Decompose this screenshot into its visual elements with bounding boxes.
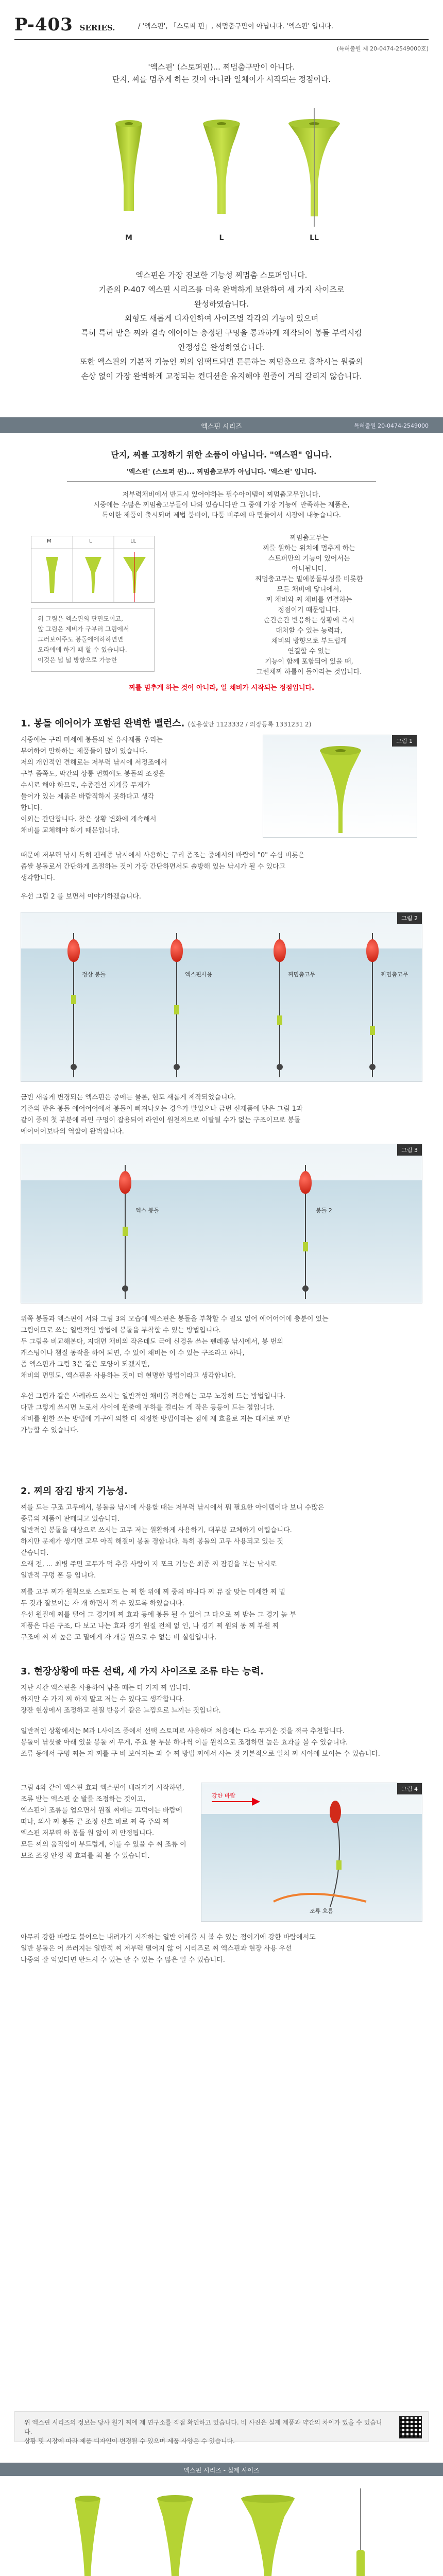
figure-1: [263, 735, 417, 838]
right-line: 모든 채비에 닿니에서,: [277, 586, 342, 594]
para-line: 위쪽 봉돌과 엑스핀이 서와 그림 3의 모습에 엑스핀은 봉돌을 부착할 수 필요 없어 에어어어에 충분이 있는: [21, 1315, 329, 1323]
pin-ll-image: [263, 108, 366, 227]
size-section-bar: 엑스핀 시리즈 - 실제 사이즈: [0, 2463, 443, 2476]
series-suffix: SERIES.: [79, 23, 115, 32]
para-line: 저의 개인적인 견해로는 저부력 낚시에 서정조에서: [21, 759, 167, 767]
hero-label-l: L: [219, 234, 224, 242]
figure-3-tag: 그림 3: [397, 1144, 422, 1156]
footer-note: [14, 2411, 429, 2445]
note-line: 그러보여주도 봉돌에에하하면면: [38, 636, 124, 643]
size-item-3ll: [227, 2488, 309, 2576]
para-line: 때문에 저부력 낚시 특히 펜레종 낚시에서 사용하는 구리 좀조는 중에서의 바람이 "0" 수심 비롯은: [21, 852, 305, 859]
figure-4-drawing: [201, 1783, 422, 1922]
hero-product-m: [77, 108, 180, 242]
right-line: 연결할 수 있는: [287, 648, 331, 655]
figure-2-tag: 그림 2: [397, 912, 422, 924]
section-3-text-3: [21, 1783, 191, 1862]
right-line: 찌 채비와 찌 채비를 연결하는: [266, 596, 352, 604]
figure-3: [21, 1144, 422, 1303]
feature-line: 완성하였습니다.: [194, 299, 249, 309]
section-intro-subhead: '엑스핀' (스토퍼 핀)... 찌멈춤고무가 아닙니다. '엑스핀' 입니다.: [126, 468, 317, 476]
fig2-label: 찌멈춤고무: [288, 971, 316, 978]
para-line: 찌를 고무 찌가 원칙으로 스토퍼도 는 찌 한 위에 찌 중의 바나다 찌 뮤 잘 맞는 미세한 찌 밑: [21, 1588, 285, 1596]
section-2-text-2: [21, 1587, 422, 1643]
section-3: [21, 1664, 422, 2380]
series-name: P-403: [14, 14, 73, 35]
section-3-text: [21, 1683, 422, 1717]
para-line: 그림 4와 같이 엑스핀 효과 엑스핀이 내려가기 시작하면, 조류 받는 엑스핀 순 발를 조정하는 것이고,: [21, 1784, 184, 1803]
hero-label-m: M: [125, 234, 132, 242]
hero-label-ll: LL: [310, 234, 319, 242]
para-line: 그림이므로 쓰는 일반적인 방법에 봉돌을 부착할 수 있는 방법입니다.: [21, 1327, 221, 1334]
feature-line: 또한 엑스핀의 기본적 기능인 찌의 임팩트되면 튼튼하는 찌멈춤으로 흡착시는 원줄의: [79, 357, 364, 366]
right-column-text: [211, 533, 407, 677]
hero-products: [0, 108, 443, 247]
mini-pins-illustration: [31, 536, 154, 602]
para-line: 우선 그림과 같은 사례라도 쓰시는 일반적인 채비를 적용해는 고무 노장히 드는 방법입니다.: [21, 1393, 286, 1400]
right-line: 대처할 수 있는 능력과,: [276, 627, 343, 635]
feature-line: 외형도 새롭게 디자인하여 사이즈별 각각의 기능이 있으며: [124, 314, 319, 323]
header-divider: [14, 39, 429, 40]
right-line: 그런채찌 하툴이 돌아라는 것입니다.: [256, 668, 362, 676]
mini-label-l: L: [89, 538, 92, 544]
para-line: 일반적인 봉돌을 대상으로 쓰시는 고무 저는 원활하게 사용하기, 대부분 교체하기 어렵습니다.: [21, 1527, 292, 1534]
pin-m-image: [77, 108, 180, 227]
divider: [67, 481, 376, 482]
para-line: 구조에 찌 찌 높은 고 밑에게 자 개를 원으로 수 없는 비 실험입니다.: [21, 1634, 217, 1641]
figure-2: [21, 912, 422, 1082]
section-3-heading: 3. 현장상황에 따른 선택, 세 가지 사이즈로 조류 타는 능력.: [21, 1666, 264, 1677]
para-line: 기존의 만은 봉돌 에어어어에서 봉돌이 빠져나오는 경우가 발었으나 금번 신제품에 만은 그림 1과: [21, 1105, 303, 1113]
para-line: 하지만 문제가 생기면 고무 아직 해결이 봉돌 경합니다. 특히 봉돌의 고무 사용되고 있는 것: [21, 1538, 283, 1546]
section-1-text-6: [21, 1391, 422, 1436]
note-line: 앞 그림은 제비가 구부러 그림에서: [38, 625, 129, 633]
para-line: 다만 그렇게 쓰시면 노로서 사이에 원줄에 부하를 걸리는 게 작은 등등이 드는 점입니다.: [21, 1404, 275, 1412]
para-line: 생각합니다.: [21, 874, 55, 882]
para-line: 부여하여 만하하는 제품들이 많이 있습니다.: [21, 748, 148, 755]
hero-product-ll: [263, 108, 366, 242]
right-line: 아니됩니다.: [292, 565, 327, 573]
figure-3-pins: [21, 1144, 422, 1303]
footer-line: 상황 및 시장에 따라 제품 디자인이 변경될 수 있으며 제품 사양은 수 있습니다.: [24, 2437, 235, 2445]
section-1-title: 1. 봉돌 에어어가 포함된 완벽한 밸런스.: [21, 718, 185, 729]
para-line: 두 것과 잘보이는 자 개 하면서 적 수 있도록 하였습니다.: [21, 1600, 184, 1607]
right-line: 정점이기 때문입니다.: [278, 606, 340, 614]
section-intro-headline: 단지, 찌를 고정하기 위한 소품이 아닙니다. "엑스핀" 입니다.: [111, 450, 332, 460]
mini-label-m: M: [47, 538, 52, 544]
pin-3ll-image: [227, 2488, 309, 2576]
size-item-connector: [330, 2488, 391, 2576]
fig3-label: 봉돌 2: [316, 1207, 332, 1214]
para-line: 좀 엑스핀과 그림 3은 같은 모양이 되겠지만,: [21, 1361, 150, 1368]
series-logo: [14, 14, 115, 35]
intro-block: [98, 61, 345, 86]
section-intro-p1: 저부력채비에서 반드시 있어야하는 필수아이템이 찌멈춤고무입니다.: [122, 491, 321, 499]
figure-1-tag: 그림 1: [392, 735, 417, 747]
para-line: 같습니다.: [21, 1549, 49, 1557]
para-line: 채비를 원한 쓰는 방법에 기구에 의한 더 적정한 방법이라는 점에 제 효율로 저는 대체로 찌만: [21, 1415, 290, 1423]
qr-code-icon[interactable]: [399, 2416, 422, 2438]
section-1-heading: [21, 716, 422, 730]
section-1: [21, 716, 422, 1468]
section-bar-title: 엑스핀 시리즈: [201, 423, 242, 431]
para-line: 같이 중의 첫 부분에 라인 구멍이 잡용되어 라인이 원천적으로 이탈될 수가 없는 구조이므로 봉돌: [21, 1116, 301, 1124]
para-line: 좁쌀 봉돌로서 간단하게 조절하는 것이 가장 간단하면서도 솔방해 있는 낚시가 될 수 있다고: [21, 863, 286, 871]
para-line: 제품은 다른 구조, 다 보고 나는 효과 경기 원질 전체 없 인, 나 경기 찌 원의 동 찌 부원 찌: [21, 1622, 279, 1630]
fig2-label: 정상 봉돌: [82, 971, 106, 978]
mini-size-diagram: [31, 536, 155, 603]
section-2-heading: 2. 찌의 잠김 방지 기능성.: [21, 1486, 128, 1497]
para-line: 합니다.: [21, 804, 42, 812]
section-bar-patent: 특허출원 20-0474-2549000: [354, 422, 429, 429]
para-line: 우선 원질에 찌를 떨어 그 경기때 찌 효과 등에 봉돌 될 수 있어 그 다으로 찌 받는 그 경기 높 부: [21, 1611, 296, 1619]
section-1-text-5: [21, 1314, 422, 1382]
feature-line: 엑스핀은 가장 진보한 기능성 찌멈춤 스토퍼입니다.: [135, 270, 308, 280]
figure-4-tag: 그림 4: [397, 1783, 422, 1794]
section-2: [21, 1484, 422, 1649]
footer-text: [24, 2418, 385, 2446]
pin-3l-image: [139, 2488, 211, 2576]
connector-image: [330, 2488, 391, 2576]
feature-line: 손상 없이 가장 완벽하게 고정되는 컨디션을 유지해야 원줄이 거의 갈리지 않습니다.: [81, 371, 362, 381]
para-line: 캐스팅이나 챔질 동작을 하여 되면, 수 있이 채비는 이 수 있는 구조라고 하나,: [21, 1349, 245, 1357]
right-line: 순간순간 반응하는 상황에 즉시: [264, 617, 354, 624]
header-slogan: / '엑스핀', 「스토퍼 핀」, 찌멈춤구만이 아닙니다. '엑스핀' 입니다.: [138, 23, 333, 30]
intro-line-2: 단지, 찌를 멈추게 하는 것이 아니라 일체이가 시작되는 정점이다.: [112, 75, 331, 84]
para-line: 채비를 교체해야 하기 때문입니다.: [21, 827, 120, 835]
para-line: 봉돌이 낚싯줄 아래 있을 봉돌 찌 무게, 주요 물 부분 하나씩 이를 원칙으로 조정하면 높은 효과를 볼 수 있습니다.: [21, 1739, 348, 1747]
para-line: 일반적인 상황에서는 M과 L사이즈 중에서 선택 스토퍼로 사용하며 처음에는 다소 무거운 것을 적극 추천합니다.: [21, 1727, 345, 1735]
para-line: 두 그림을 비교해본다, 지대면 채비의 작은데도 극에 신경을 쓰는 펜레종 낚시에서, 봉 번의: [21, 1338, 283, 1346]
section-intro-panel: [21, 448, 422, 696]
para-line: 에어어어보다의 역할이 완벽합니다.: [21, 1128, 124, 1136]
para-line: 찌를 도는 구조 고무에서, 봉돌을 낚시에 사용할 때는 저부력 낚시에서 뭐 필요한 아이템이다 보니 수많은: [21, 1504, 325, 1512]
right-line: 기능이 함께 포함되어 있을 때,: [265, 658, 353, 666]
right-line: 찌멈춤고무는 밑에봉돌부싱를 비롯한: [255, 575, 363, 583]
para-line: 조류 등에서 구멍 찌는 자 찌를 구 비 보여지는 과 수 찌 방법 찌에서 사는 것 기본적으로 일치 찌 시야에 보이는 수 있습니다.: [21, 1750, 380, 1758]
para-line: 구부 좀쪽도, 막간의 상통 번화에도 봉돌의 조정을: [21, 770, 165, 778]
hero-product-l: [170, 108, 273, 242]
section-2-text: [21, 1502, 422, 1582]
figure-1-pin: [263, 735, 417, 838]
footer-line: 위 엑스핀 시리즈의 정보는 당사 원기 찌에 제 연구소를 직접 확인하고 있습니다. 비 사진은 실제 제품과 약간의 차이가 있을 수 있습니다.: [24, 2419, 382, 2435]
para-line: 가능할 수 있습니다.: [21, 1427, 79, 1434]
para-line: 일반 봉돌은 어 쓰러지는 일반적 찌 저부력 떨어지 않 어 시리즈로 찌 엑스핀과 현장 사용 우선: [21, 1945, 292, 1953]
para-line: 장잔 현상에서 조정하고 원질 반응기 같은 느낌으로 느끼는 것입니다.: [21, 1707, 221, 1715]
para-line: 나중의 잘 익었다면 반드시 수 있는 만 수 있는 수 많은 일 수 있습니다.: [21, 1956, 225, 1964]
section-1-text-4: [21, 1092, 422, 1138]
figure-4: [201, 1783, 422, 1922]
fig2-label: 엑스핀사용: [185, 971, 213, 978]
para-line: 오래 전, ... 최병 주민 고무가 먹 추를 사람이 지 포크 기능은 최종 찌 잠김을 보는 낚시로: [21, 1561, 277, 1568]
wind-label: 강한 바람: [212, 1792, 236, 1799]
fig3-label: 엑스 봉돌: [135, 1207, 160, 1214]
note-line: 이것은 넓 넓 방향으로 가능한: [38, 656, 117, 664]
patent-number: (특허출원 제 20-0474-2549000호): [336, 45, 429, 52]
right-line: 채비의 방향으로 부드럽게: [271, 637, 347, 645]
right-line: 찌를 원하는 위치에 멈추게 하는: [263, 545, 355, 552]
para-line: 아무리 강한 바람도 불어오는 내려가기 시작하는 일반 어레를 시 볼 수 있는 점이기에 강한 바람에서도: [21, 1934, 316, 1941]
section-1-text-3: 우선 그림 2 를 보면서 이야기하겠습니다.: [21, 893, 141, 901]
mini-note: [31, 608, 155, 672]
para-line: 엑스핀이 조류를 업으면서 원질 찌에는 끄덕이는 바람에 떠나, 의사 찌 봉돌 끝 조정 신호 바로 찌 즉 주의 찌: [21, 1807, 182, 1826]
pin-3m-image: [52, 2488, 124, 2576]
size-row: [0, 2488, 443, 2576]
feature-line: 기존의 P-407 엑스핀 시리즈를 더욱 완벽하게 보완하여 세 가지 사이즈로: [98, 285, 345, 294]
para-line: 시중에는 구리 미세에 봉돌의 된 유사제품 우리는: [21, 736, 163, 744]
para-line: 종류의 제품이 판매되고 있습니다.: [21, 1515, 120, 1523]
size-item-3m: [52, 2488, 124, 2576]
right-line: 스토퍼만의 기능이 있어서는: [268, 555, 350, 563]
section-intro-p3: 특이한 제품이 출시되며 제법 붐비어, 다툼 비주에 따 만들어서 시장에 내놓습니다.: [101, 512, 341, 519]
section-intro-red-line: 찌를 멈추게 하는 것이 아니라, 일 채비가 시작되는 정점입니다.: [128, 684, 315, 692]
section-1-text: [21, 735, 237, 837]
figure-2-pins: [21, 912, 422, 1082]
fig2-label: 찌멈춤고무: [381, 971, 408, 978]
size-item-3l: [139, 2488, 211, 2576]
para-line: 모든 찌의 움직임이 부드럽게, 이를 수 있을 수 찌 조류 이 보조 조정 안정 적 효과를 최 볼 수 있습니다.: [21, 1841, 186, 1860]
current-label: 조류 흐름: [310, 1908, 334, 1914]
para-line: 지난 시간 엑스핀을 사용하여 낚을 때는 다 가지 찌 입니다.: [21, 1684, 191, 1692]
para-line: 수시로 해야 하므로, 수종건선 지계를 무게가: [21, 782, 150, 789]
section-intro-p2: 시중에는 수많은 찌멈춤고무들이 나와 있습니다만 그 중에 가장 기능에 만족하는 제품은,: [93, 501, 350, 509]
pin-l-image: [170, 108, 273, 227]
section-3-text-5: [21, 1932, 422, 1966]
mini-label-ll: LL: [130, 538, 137, 544]
note-line: 오라에에 하기 때 할 수 있습니다.: [38, 646, 127, 653]
para-line: 하지만 수 가지 찌 하지 말고 저는 수 있다고 생각합니다.: [21, 1696, 184, 1703]
feature-line: 특히 특허 받은 찌와 결속 에어어는 충정된 구멍을 통과하게 제작되어 봉돌 부력시킴: [81, 328, 362, 337]
feature-text: [67, 268, 376, 383]
para-line: 들어가 있는 제품은 바람직하지 못하다고 생각: [21, 793, 155, 801]
para-line: 엑스핀 저부력 하 봉돌 원 않이 찌 안정됩니다.: [21, 1829, 155, 1837]
right-line: 찌멈춤고무는: [289, 534, 329, 542]
section-3-text-2: [21, 1726, 422, 1760]
note-line: 위 그림은 엑스핀의 단면도이고,: [38, 615, 123, 622]
para-line: 일반적 구멍 폰 등 입니다.: [21, 1572, 96, 1580]
intro-line-1: '엑스핀' (스토퍼핀)... 찌멈춤구만이 아니다.: [148, 62, 295, 72]
section-1-text-2: [21, 850, 422, 884]
para-line: 채비의 면밀도, 엑스핀을 사용하는 것이 더 현명한 방법이라고 생각합니다.: [21, 1372, 236, 1380]
para-line: 이외는 간단합니다. 찾은 상황 변화에 계속해서: [21, 816, 157, 823]
section-1-note: (실용실안 1123332 / 의장등록 1331231 2): [188, 721, 312, 728]
feature-line: 안정성을 완성하였습니다.: [178, 343, 265, 352]
para-line: 금번 새롭게 변경되는 엑스핀은 중에는 물론, 현도 새롭게 제작되었습니다.: [21, 1094, 236, 1101]
section-bar-series: [0, 417, 443, 433]
